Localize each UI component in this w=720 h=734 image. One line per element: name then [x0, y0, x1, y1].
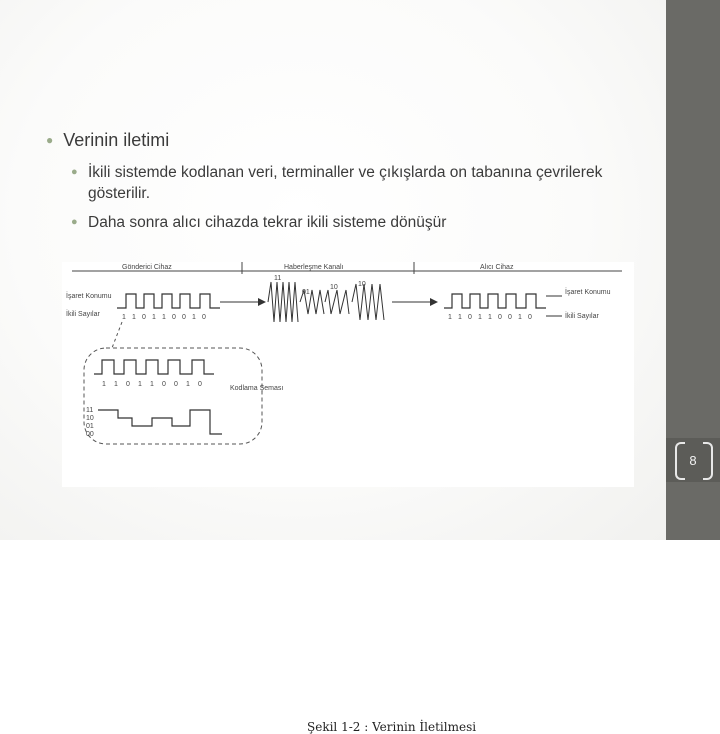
bit-label: 1: [122, 314, 126, 321]
arrow-head-icon: [258, 298, 266, 306]
page-number: 8: [689, 452, 697, 468]
left-label-signal: İşaret Konumu: [66, 293, 112, 300]
coding-label: Kodlama Şeması: [230, 385, 284, 392]
bit-label: 0: [182, 314, 186, 321]
bit-label: 1: [150, 381, 154, 388]
level-label: 10: [86, 415, 94, 422]
detail-bit-labels: [102, 381, 202, 388]
bit-label: 1: [478, 314, 482, 321]
bullet-icon: ●: [46, 133, 54, 147]
main-bullet-text: Verinin iletimi: [63, 130, 170, 150]
figure-diagram: [62, 262, 634, 487]
detail-square-wave: [94, 360, 214, 374]
bit-label: 0: [198, 381, 202, 388]
sub-bullet-2: [72, 212, 632, 233]
bit-label: 0: [142, 314, 146, 321]
bit-label: 0: [172, 314, 176, 321]
right-label-binary: İkili Sayılar: [565, 313, 599, 320]
bit-label: 1: [138, 381, 142, 388]
arrow-head-icon: [430, 298, 438, 306]
section-label-receiver: Alıcı Cihaz: [480, 264, 514, 271]
bit-label: 1: [152, 314, 156, 321]
bit-label: 0: [126, 381, 130, 388]
receiver-square-wave: [444, 294, 546, 308]
detail-bubble: [84, 348, 262, 444]
channel-label: 01: [302, 289, 310, 296]
sender-bit-labels: [122, 314, 206, 321]
level-label: 00: [86, 431, 94, 438]
multilevel-wave: [98, 410, 222, 434]
bit-label: 1: [518, 314, 522, 321]
level-labels: [86, 407, 94, 438]
bit-label: 1: [186, 381, 190, 388]
sub-bullet-text: Daha sonra alıcı cihazda tekrar ikili sisteme dönüşür: [88, 214, 447, 231]
bullet-icon: ●: [71, 166, 78, 178]
channel-label: 11: [274, 275, 282, 282]
sub-bullet-1: [72, 162, 632, 204]
level-label: 11: [86, 407, 94, 414]
figure-caption: Şekil 1-2 : Verinin İletilmesi: [307, 720, 477, 734]
bit-label: 1: [102, 381, 106, 388]
bit-label: 0: [162, 381, 166, 388]
level-label: 01: [86, 423, 94, 430]
sender-square-wave: [117, 294, 220, 308]
left-label-binary: İkili Sayılar: [66, 311, 100, 318]
bullet-icon: ●: [71, 216, 78, 228]
bit-label: 0: [528, 314, 532, 321]
bit-label: 1: [488, 314, 492, 321]
bit-label: 0: [202, 314, 206, 321]
bit-label: 0: [508, 314, 512, 321]
section-label-channel: Haberleşme Kanalı: [284, 264, 344, 271]
bit-label: 1: [114, 381, 118, 388]
channel-label: 10: [330, 284, 338, 291]
receiver-bit-labels: [448, 314, 532, 321]
right-label-signal: İşaret Konumu: [565, 289, 611, 296]
bit-label: 1: [132, 314, 136, 321]
bit-label: 0: [174, 381, 178, 388]
transmission-figure: [62, 262, 634, 734]
channel-label: 10: [358, 281, 366, 288]
bit-label: 1: [192, 314, 196, 321]
bit-label: 1: [448, 314, 452, 321]
bit-label: 0: [498, 314, 502, 321]
bit-label: 1: [162, 314, 166, 321]
sub-bullet-text: İkili sistemde kodlanan veri, terminaller ve çıkışlarda on tabanına çevrilerek gösterilir.: [88, 164, 603, 202]
bit-label: 0: [468, 314, 472, 321]
main-bullet: [46, 130, 626, 151]
section-label-sender: Gönderici Cihaz: [122, 264, 172, 271]
bit-label: 1: [458, 314, 462, 321]
channel-wave: [268, 282, 384, 322]
